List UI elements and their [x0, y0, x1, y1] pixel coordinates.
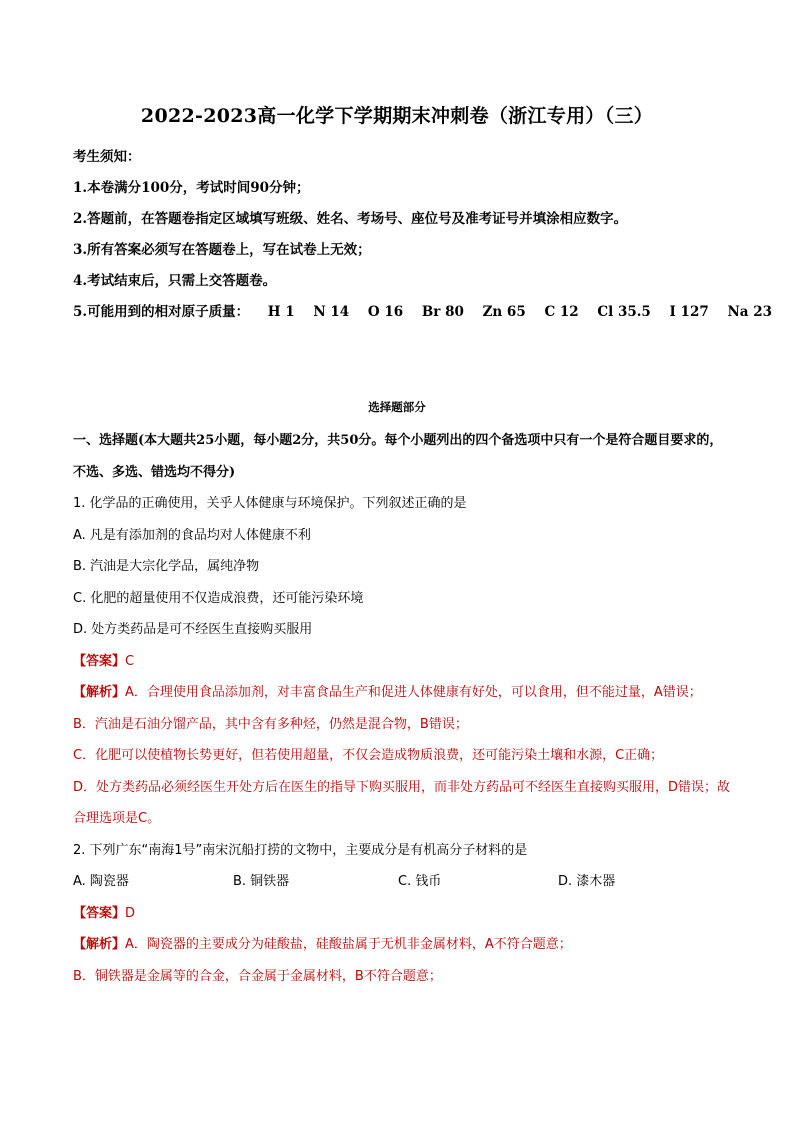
- q1-analysis-b: B．汽油是石油分馏产品，其中含有多种烃，仍然是混合物，B错误；: [73, 716, 468, 732]
- atomic-mass: Zn 65: [482, 304, 526, 320]
- note-5-label: 5.可能用到的相对原子质量：: [73, 304, 250, 320]
- questions: [73, 425, 733, 992]
- q1-analysis-c: C．化肥可以使植物长势更好，但若使用超量，不仅会造成物质浪费，还可能污染土壤和水源，C正确；: [73, 748, 664, 763]
- q1-option-a: A. 凡是有添加剂的食品均对人体健康不利: [73, 527, 311, 543]
- q1-option-c: C. 化肥的超量使用不仅造成浪费，还可能污染环境: [73, 590, 364, 606]
- notes-heading: 考生须知：: [73, 149, 141, 165]
- analysis-label: 【解析】: [73, 937, 126, 952]
- note-1: 1.本卷满分100分，考试时间90分钟；: [73, 180, 310, 196]
- q2-options: [73, 866, 733, 898]
- q2-option-c: C. 钱币: [398, 874, 442, 889]
- atomic-mass: O 16: [367, 304, 404, 320]
- q1-option-d: D. 处方类药品是可不经医生直接购买服用: [73, 622, 313, 637]
- q2-answer: [73, 898, 733, 930]
- atomic-mass: Na 23: [727, 304, 773, 320]
- page-title: 2022-2023高一化学下学期期末冲刺卷（浙江专用）（三）: [140, 105, 654, 127]
- atomic-mass: N 14: [313, 304, 350, 320]
- q2-option-a: A. 陶瓷器: [73, 874, 129, 889]
- q1-analysis-a: [73, 677, 733, 709]
- q1-analysis-d: D．处方类药品必须经医生开处方后在医生的指导下购买服用，而非处方药品可不经医生直接购买服用，D错误；故合理选项是C。: [73, 779, 731, 826]
- q2-stem: 2. 下列广东“南海1号”南宋沉船打捞的文物中，主要成分是有机高分子材料的是: [73, 842, 528, 858]
- note-4: 4.考试结束后，只需上交答题卷。: [73, 273, 277, 289]
- answer-value: C: [125, 653, 135, 669]
- note-3: 3.所有答案必须写在答题卷上，写在试卷上无效；: [73, 242, 371, 258]
- q1-stem: 1. 化学品的正确使用，关乎人体健康与环境保护。下列叙述正确的是: [73, 496, 467, 511]
- q2-option-b: B. 铜铁器: [233, 874, 290, 889]
- atomic-mass: I 127: [669, 304, 709, 320]
- analysis-label: 【解析】: [73, 685, 126, 700]
- q2-option-d: D. 漆木器: [558, 874, 616, 889]
- part-instructions: 一、选择题(本大题共25小题，每小题2分，共50分。每个小题列出的四个备选项中只有一个是符合题目要求的，不选、多选、错选均不得分): [73, 433, 723, 480]
- atomic-mass: C 12: [544, 304, 579, 320]
- atomic-mass: H 1: [267, 304, 295, 320]
- q2-analysis-a: [73, 929, 733, 961]
- analysis-text: A．合理使用食品添加剂，对丰富食品生产和促进人体健康有好处，可以食用，但不能过量，A错误；: [125, 685, 702, 700]
- q1-option-b: B. 汽油是大宗化学品，属纯净物: [73, 559, 260, 574]
- atomic-mass: Br 80: [421, 304, 464, 320]
- answer-label: 【答案】: [73, 905, 126, 921]
- q2-analysis-b: B．铜铁器是金属等的合金，合金属于金属材料，B不符合题意；: [73, 968, 442, 984]
- exam-notes: [73, 142, 773, 328]
- note-5: [73, 297, 773, 328]
- analysis-text: A．陶瓷器的主要成分为硅酸盐，硅酸盐属于无机非金属材料，A不符合题意；: [125, 937, 572, 952]
- q1-answer: [73, 646, 733, 678]
- answer-label: 【答案】: [73, 653, 126, 669]
- section-title: 选择题部分: [368, 400, 426, 414]
- atomic-mass: Cl 35.5: [597, 304, 651, 320]
- note-2: 2.答题前，在答题卷指定区域填写班级、姓名、考场号、座位号及准考证号并填涂相应数字。: [73, 211, 628, 227]
- answer-value: D: [125, 905, 136, 921]
